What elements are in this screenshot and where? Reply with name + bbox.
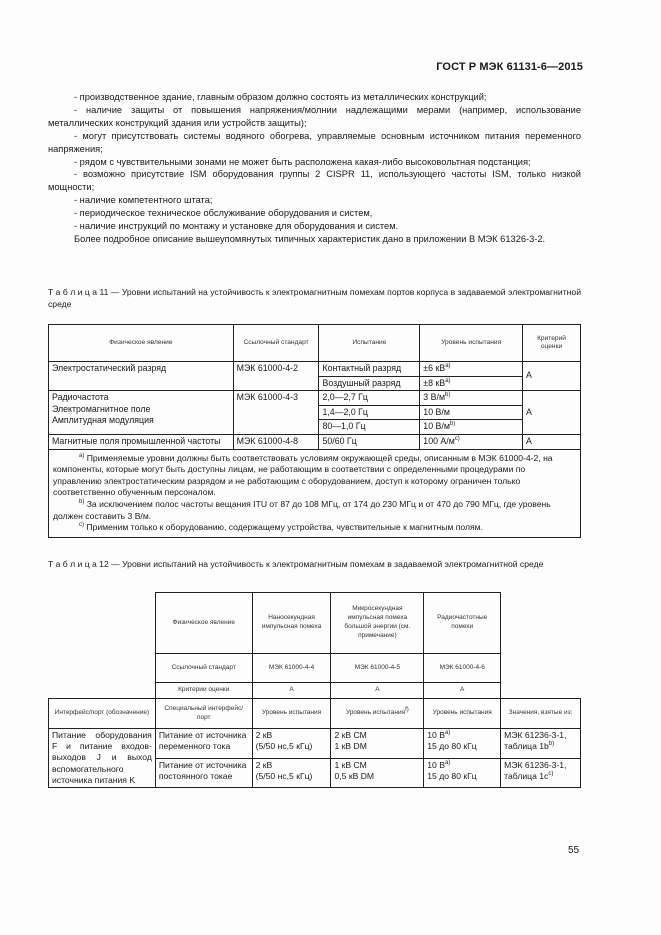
table-row	[49, 434, 581, 449]
footnote-b: $^{b)}$ За исключением полос частоты вещания ITU от 87 до 108 МГц, от 174 до 230 МГц и от 470 до 790 МГц, где уровень должен составить 3 В/м.	[53, 498, 551, 521]
list-item: - производственное здание, главным образом должно состоять из металлических конструкций;	[74, 92, 487, 102]
table11-footnotes	[49, 449, 581, 537]
cell-test: 1,4—2,0 Гц	[319, 405, 420, 420]
header-level: Уровень испытания	[424, 699, 501, 729]
cell-standard: МЭК 61000-4-3	[233, 391, 319, 435]
crit-label: Критерии оценки	[155, 683, 252, 699]
cell-criterion: А	[523, 362, 581, 391]
col-nanosecond: Наносекундная импульсная помеха	[252, 593, 331, 654]
table-row	[49, 683, 581, 699]
list-item: - возможно присутствие ISM оборудования группы 2 CISPR 11, использующего частоты ISM, только низкой мощности;	[48, 169, 581, 193]
table-row	[49, 729, 581, 759]
table-header-row	[49, 699, 581, 729]
cell-criterion: А	[523, 391, 581, 435]
table-12	[48, 592, 581, 788]
footnote-c: $^{с)}$ Применим только к оборудованию, содержащему устройства, чувствительные к магнитным полям.	[79, 522, 483, 533]
cell-interface: Питание оборудования F и питание входов-выходов J и выход вспомогательного источника питания K	[49, 729, 156, 788]
phys-label: Физическое явление	[155, 593, 252, 654]
cell-level: 10 $В/м^{b)}$	[420, 420, 523, 435]
footnote-a: $^{а)}$ Применяемые уровни должны быть соответствовать условиям окружающей среды, описанным в МЭК 61000-4-2, на компоненты, которые могут быть доступны лицам, не работающим в соответствии с определенными процедурами по управлению электростатическим разрядом и не работающим с оборудованием, доступ к которому ограничен только соответственно обученным персоналом.	[53, 452, 553, 498]
header-level: Уровень испытания	[420, 325, 523, 362]
table-row	[49, 593, 581, 654]
body-text	[48, 91, 581, 246]
crit-value: А	[331, 683, 424, 699]
cell-standard: МЭК 61000-4-2	[233, 362, 319, 391]
table-header-row	[49, 325, 581, 362]
crit-value: А	[424, 683, 501, 699]
list-item: - наличие защиты от повышения напряжения/молнии надлежащими мерами (например, использование металлических конструкций здания или устройств защиты);	[48, 104, 581, 128]
ref-label: Ссылочный стандарт	[155, 654, 252, 683]
header-test: Испытание	[319, 325, 420, 362]
cell-level: 3 $В/м^{b)}$	[420, 391, 523, 406]
cell-test: 50/60 Гц	[319, 434, 420, 449]
cell-source: МЭК 61236-3-1, таблица $1с^{с)}$	[501, 758, 581, 788]
cell-level: 10 $В^{а)}$ 15 до 80 кГц	[424, 758, 501, 788]
crit-value: А	[252, 683, 331, 699]
table11-caption: Т а б л и ц а 11 — Уровни испытаний на устойчивость к электромагнитным помехам портов корпуса в задаваемой электромагнитной среде	[48, 287, 581, 309]
cell-level: 2 кВ СМ 1 кВ DM	[331, 729, 424, 759]
cell-test: 80—1,0 Гц	[319, 420, 420, 435]
cell-phenomenon: Радиочастота Электромагнитное поле Амплитудная модуляция	[49, 391, 234, 435]
header-level: Уровень испытания$^{f)}$	[331, 699, 424, 729]
cell-level: ±8 $кВ^{а)}$	[420, 376, 523, 391]
cell-port: Питание от источника переменного тока	[155, 729, 252, 759]
cell-standard: МЭК 61000-4-8	[233, 434, 319, 449]
cell-level: 100 $А/м^{с)}$	[420, 434, 523, 449]
list-item: - наличие инструкций по монтажу и установке для оборудования и систем.	[74, 221, 399, 232]
cell-level: 10 $В^{а)}$ 15 до 80 кГц	[424, 729, 501, 759]
footnotes-row	[49, 449, 581, 537]
page-number: 55	[568, 845, 580, 856]
header-level: Уровень испытания	[252, 699, 331, 729]
cell-phenomenon: Электростатический разряд	[49, 362, 234, 391]
list-item: - наличие компетентного штата;	[74, 195, 213, 206]
header-source: Значения, взятые из:	[501, 699, 581, 729]
cell-level: 2 кВ (5/50 нс,5 кГц)	[252, 758, 331, 788]
cell-test: Воздушный разряд	[319, 376, 420, 391]
header-interface: Интерфейс/порт (обозначение)	[49, 699, 156, 729]
table-row	[49, 391, 581, 406]
ref-standard: МЭК 61000-4-4	[252, 654, 331, 683]
cell-phenomenon: Магнитные поля промышленной частоты	[49, 434, 234, 449]
table12-caption: Т а б л и ц а 12 — Уровни испытаний на устойчивость к электромагнитным помехам в задаваемой электромагнитной среде	[48, 559, 544, 569]
col-microsecond: Микросекундная импульсная помеха большой энергии (см. примечание)	[331, 593, 424, 654]
list-item: - могут присутствовать системы водяного обогрева, управляемые основным источником питания переменного напряжения;	[48, 130, 581, 154]
cell-test: Контактный разряд	[319, 362, 420, 377]
header-standard: Ссылочный стандарт	[233, 325, 319, 362]
cell-test: 2,0—2,7 Гц	[319, 391, 420, 406]
cell-level: 1 кВ СМ 0,5 кВ DM	[331, 758, 424, 788]
cell-level: 10 В/м	[420, 405, 523, 420]
cell-level: 2 кВ (5/50 нс,5 кГц)	[252, 729, 331, 759]
header-phenomenon: Физическое явление	[49, 325, 234, 362]
list-item: - периодическое техническое обслуживание оборудования и систем,	[74, 208, 373, 219]
table-11	[48, 324, 581, 538]
cell-source: МЭК 61236-3-1, таблица $1b^{b)}$	[501, 729, 581, 759]
cell-criterion: А	[523, 434, 581, 449]
table-row	[49, 362, 581, 377]
ref-standard: МЭК 61000-4-5	[331, 654, 424, 683]
closing-paragraph: Более подробное описание вышеупомянутых типичных характеристик дано в приложении В МЭК 61326-3-2.	[74, 233, 546, 244]
document-header: ГОСТ Р МЭК 61131-6—2015	[436, 61, 583, 73]
header-criterion: Критерий оценки	[523, 325, 581, 362]
ref-standard: МЭК 61000-4-6	[424, 654, 501, 683]
cell-level: ±6 $кВ^{а)}$	[420, 362, 523, 377]
table-row	[49, 654, 581, 683]
list-item: - рядом с чувствительными зонами не может быть расположена какая-либо высоковольтная подстанция;	[74, 156, 531, 167]
header-special-port: Специальный интерфейс/порт	[155, 699, 252, 729]
cell-port: Питание от источника постоянного токае	[155, 758, 252, 788]
col-rf: Радиочастотные помехи	[424, 593, 501, 654]
